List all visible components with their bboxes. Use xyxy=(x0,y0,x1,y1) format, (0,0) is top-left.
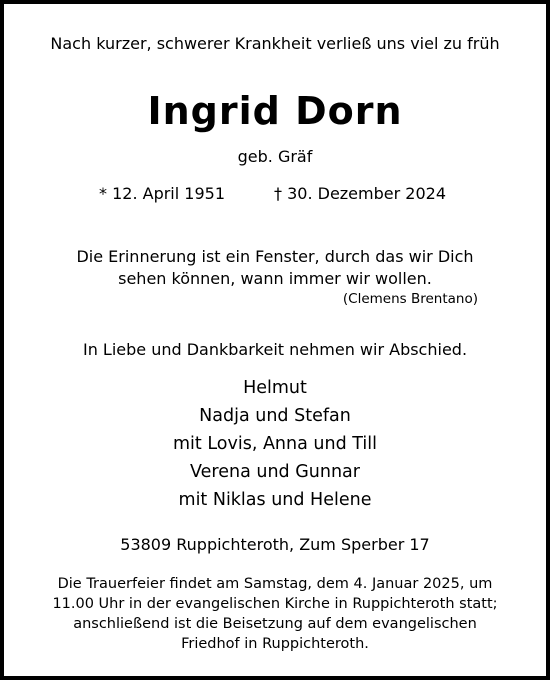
death-date: † 30. Dezember 2024 xyxy=(274,184,446,203)
intro-text: Nach kurzer, schwerer Krankheit verließ uns viel zu früh xyxy=(50,34,500,53)
family-member: Verena und Gunnar xyxy=(190,462,360,482)
address: 53809 Ruppichteroth, Zum Sperber 17 xyxy=(120,535,430,554)
service-info-line: Friedhof in Ruppichteroth. xyxy=(181,636,369,652)
deceased-name: Ingrid Dorn xyxy=(147,89,403,133)
birth-name: geb. Gräf xyxy=(237,147,313,166)
quote-author: (Clemens Brentano) xyxy=(342,291,478,307)
quote-line: Die Erinnerung ist ein Fenster, durch das wir Dich xyxy=(76,247,474,266)
quote-line: sehen können, wann immer wir wollen. xyxy=(118,269,432,288)
farewell-text: In Liebe und Dankbarkeit nehmen wir Abschied. xyxy=(82,340,468,359)
service-info-line: anschließend ist die Beisetzung auf dem evangelischen xyxy=(73,616,477,632)
family-member: mit Lovis, Anna und Till xyxy=(173,434,377,454)
family-member: Nadja und Stefan xyxy=(199,406,351,426)
service-info-line: Die Trauerfeier findet am Samstag, dem 4. Januar 2025, um xyxy=(57,576,493,592)
birth-date: * 12. April 1951 xyxy=(99,184,225,203)
family-member: Helmut xyxy=(243,378,307,398)
family-member: mit Niklas und Helene xyxy=(178,490,372,510)
service-info-line: 11.00 Uhr in der evangelischen Kirche in Ruppichteroth statt; xyxy=(52,596,498,612)
